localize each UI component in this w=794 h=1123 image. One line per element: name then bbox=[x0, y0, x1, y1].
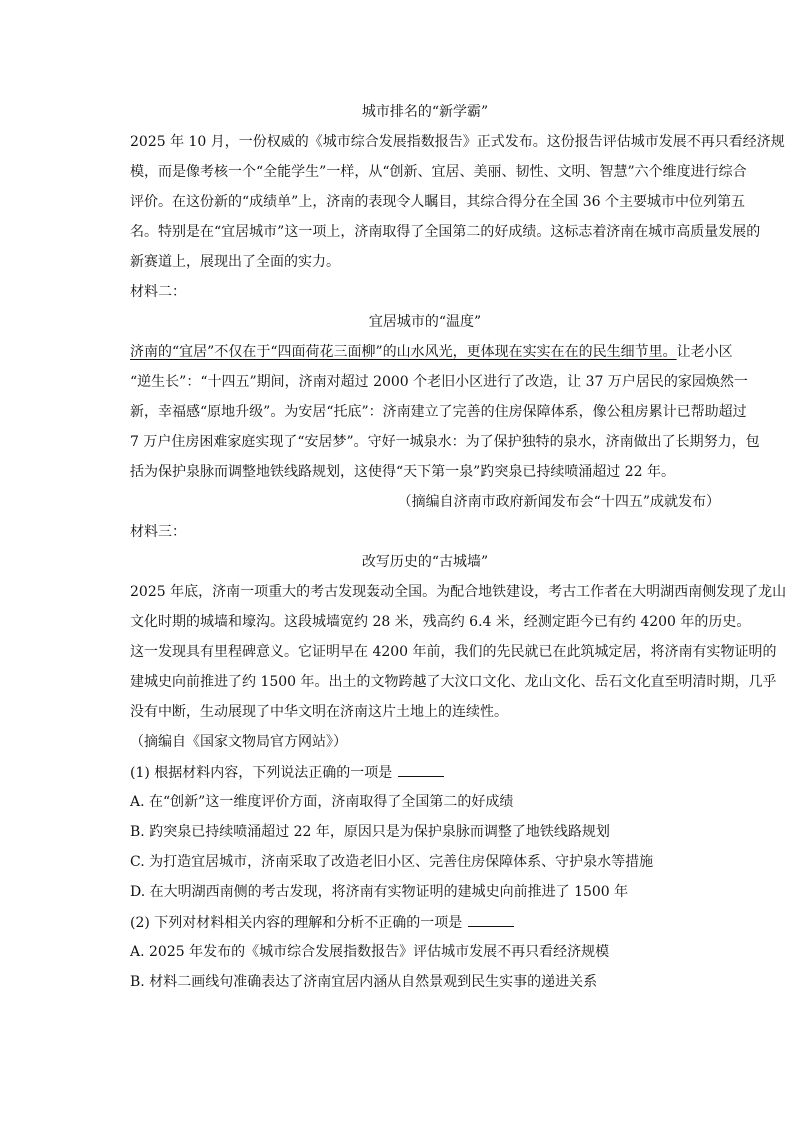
material2-line-1-rest: 让老小区 bbox=[676, 344, 733, 360]
question1-option-a: A. 在“创新”这一维度评价方面，济南取得了全国第二的好成绩 bbox=[130, 794, 514, 810]
material2-title: 宜居城市的“温度” bbox=[368, 314, 482, 330]
material3-line-1: 2025 年底，济南一项重大的考古发现轰动全国。为配合地铁建设，考古工作者在大明湖西南侧发现了龙山 bbox=[130, 584, 787, 600]
material2-line-4: 7 万户住房困难家庭实现了“安居梦”。守好一城泉水：为了保护独特的泉水，济南做出了长期努力，包 bbox=[130, 434, 760, 450]
material2-line-1 bbox=[130, 343, 733, 361]
material1-line-3: 评价。在这份新的“成绩单”上，济南的表现令人瞩目，其综合得分在全国 36 个主要城市中位列第五 bbox=[130, 194, 746, 210]
material2-line-3: 新，幸福感“原地升级”。为安居“托底”：济南建立了完善的住房保障体系，像公租房累计已帮助超过 bbox=[130, 404, 747, 420]
answer-blank[interactable] bbox=[468, 913, 514, 927]
question1-stem bbox=[130, 763, 720, 782]
material1-line-2: 模，而是像考核一个“全能学生”一样，从“创新、宜居、美丽、韧性、文明、智慧”六个维度进行综合 bbox=[130, 164, 747, 180]
material2-line-5: 括为保护泉脉而调整地铁线路规划，这使得“天下第一泉”趵突泉已持续喷涌超过 22 年。 bbox=[130, 464, 676, 480]
material1-line-1: 2025 年 10 月，一份权威的《城市综合发展指数报告》正式发布。这份报告评估城市发展不再只看经济规 bbox=[130, 134, 785, 150]
question1-option-b: B. 趵突泉已持续喷涌超过 22 年，原因只是为保护泉脉而调整了地铁线路规划 bbox=[130, 824, 610, 840]
question2-stem bbox=[130, 913, 720, 932]
question1-option-c: C. 为打造宜居城市，济南采取了改造老旧小区、完善住房保障体系、守护泉水等措施 bbox=[130, 854, 654, 870]
question2-stem-text: (2) 下列对材料相关内容的理解和分析不正确的一项是 bbox=[130, 915, 463, 931]
material1-title: 城市排名的“新学霸” bbox=[361, 104, 489, 120]
material3-line-3: 这一发现具有里程碑意义。它证明早在 4200 年前，我们的先民就已在此筑城定居，将济南有实物证明的 bbox=[130, 644, 777, 660]
material2-label: 材料二： bbox=[130, 284, 186, 300]
material3-line-2: 文化时期的城墙和壕沟。这段城墙宽约 28 米，残高约 6.4 米，经测定距今已有约 4200 年的历史。 bbox=[130, 614, 751, 630]
material3-line-4: 建城史向前推进了约 1500 年。出土的文物跨越了大汶口文化、龙山文化、岳石文化直至明清时期，几乎 bbox=[130, 674, 777, 690]
answer-blank[interactable] bbox=[398, 763, 444, 777]
material2-line-2: “逆生长”：“十四五”期间，济南对超过 2000 个老旧小区进行了改造，让 37 万户居民的家园焕然一 bbox=[130, 374, 748, 390]
question1-stem-text: (1) 根据材料内容，下列说法正确的一项是 bbox=[130, 765, 393, 781]
material3-label: 材料三： bbox=[130, 524, 186, 540]
material1-line-4: 名。特别是在“宜居城市”这一项上，济南取得了全国第二的好成绩。这标志着济南在城市高质量发展的 bbox=[130, 224, 761, 240]
material2-source: （摘编自济南市政府新闻发布会“十四五”成就发布） bbox=[397, 494, 720, 510]
material3-source: （摘编自《国家文物局官方网站》） bbox=[130, 734, 347, 750]
question1-option-d: D. 在大明湖西南侧的考古发现，将济南有实物证明的建城史向前推进了 1500 年 bbox=[130, 884, 629, 900]
underlined-sentence: 济南的“宜居”不仅在于“四面荷花三面柳”的山水风光，更体现在实实在在的民生细节里。 bbox=[130, 344, 677, 360]
material1-line-5: 新赛道上，展现出了全面的实力。 bbox=[130, 254, 340, 270]
question2-option-b: B. 材料二画线句准确表达了济南宜居内涵从自然景观到民生实事的递进关系 bbox=[130, 974, 598, 990]
material3-line-5: 没有中断，生动展现了中华文明在济南这片土地上的连续性。 bbox=[130, 704, 508, 720]
material3-title: 改写历史的“古城墙” bbox=[361, 554, 489, 570]
question2-option-a: A. 2025 年发布的《城市综合发展指数报告》评估城市发展不再只看经济规模 bbox=[130, 944, 610, 960]
